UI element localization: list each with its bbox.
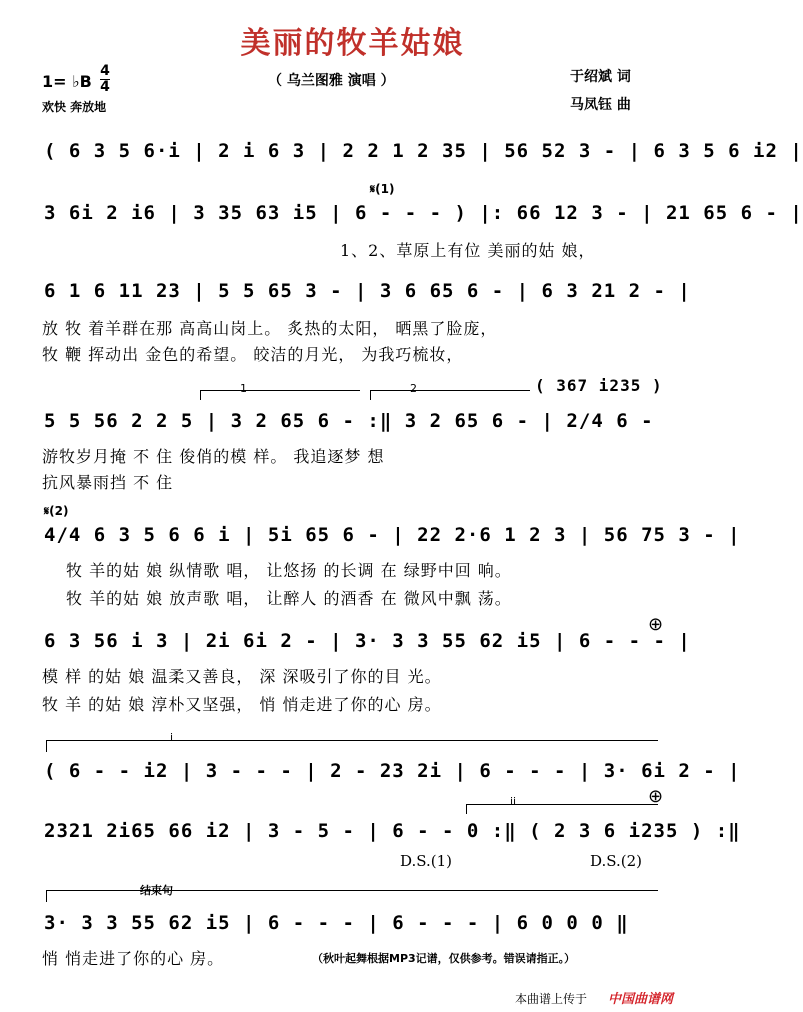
coda-sign-1: ⊕ bbox=[648, 614, 664, 635]
ds-2: D.S.(2) bbox=[590, 852, 643, 870]
ending-tick bbox=[46, 890, 47, 902]
composer-credit: 马凤钰 曲 bbox=[570, 97, 631, 113]
score-row-1: ( 6 3 5 6·i | 2 i 6 3 | 2 2 1 2 35 | 56 52 3 - | 6 3 5 6 i2 | bbox=[44, 140, 803, 162]
section-ii-label: ii bbox=[510, 795, 517, 808]
bracket-figure: ( 367 i235 ) bbox=[535, 376, 663, 395]
singer-credit: （ 乌兰图雅 演唱 ） bbox=[268, 73, 395, 89]
score-row-9: 3· 3 3 55 62 i5 | 6 - - - | 6 - - - | 6 0 0 0 ‖ bbox=[44, 912, 629, 934]
section-i-label: i bbox=[170, 731, 174, 744]
volta-2-label: 2 bbox=[410, 382, 417, 395]
upload-note: 本曲谱上传于 bbox=[515, 992, 588, 1006]
score-row-5: 4/4 6 3 5 6 6 i | 5i 65 6 - | 22 2·6 1 2 3 | 56 75 3 - | bbox=[44, 524, 741, 546]
lyricist-credit: 于绍斌 词 bbox=[570, 69, 631, 85]
score-row-2: 3 6i 2 i6 | 3 35 63 i5 | 6 - - - ) |: 66 12 3 - | 21 65 6 - | bbox=[44, 202, 803, 224]
section-ii-line bbox=[466, 804, 658, 805]
ending-label: 结束句 bbox=[140, 884, 173, 897]
time-signature bbox=[100, 64, 110, 95]
time-top: 4 bbox=[100, 63, 110, 79]
tempo-marking: 欢快 奔放地 bbox=[42, 100, 107, 114]
volta-2-line bbox=[370, 390, 530, 391]
ending-line bbox=[46, 890, 658, 891]
lyric-row-3b: 牧 鞭 挥动出 金色的希望。 皎洁的月光， 为我巧梳妆， bbox=[42, 345, 464, 364]
volta-1-label: 1 bbox=[240, 382, 247, 395]
lyric-row-5a: 牧 羊的姑 娘 纵情歌 唱， 让悠扬 的长调 在 绿野中回 响。 bbox=[66, 561, 512, 580]
lyric-row-9: 悄 悄走进了你的心 房。 bbox=[42, 949, 225, 968]
time-bottom: 4 bbox=[100, 79, 110, 95]
score-row-3: 6 1 6 11 23 | 5 5 65 3 - | 3 6 65 6 - | 6 3 21 2 - | bbox=[44, 280, 691, 302]
lyric-row-6a: 模 样 的姑 娘 温柔又善良， 深 深吸引了你的目 光。 bbox=[42, 667, 442, 686]
volta-1-tick bbox=[200, 390, 201, 400]
lyric-row-6b: 牧 羊 的姑 娘 淳朴又坚强， 悄 悄走进了你的心 房。 bbox=[42, 695, 442, 714]
lyric-row-3a: 放 牧 着羊群在那 高高山岗上。 炙热的太阳， 晒黑了脸庞， bbox=[42, 319, 498, 338]
coda-sign-2: ⊕ bbox=[648, 786, 664, 807]
segno-1: 𝄋(1) bbox=[370, 182, 395, 196]
site-logo[interactable]: 中国曲谱网 bbox=[608, 992, 674, 1007]
song-title: 美丽的牧羊姑娘 bbox=[240, 26, 465, 61]
ds-1: D.S.(1) bbox=[400, 852, 453, 870]
section-i-tick bbox=[46, 740, 47, 752]
lyric-row-5b: 牧 羊的姑 娘 放声歌 唱， 让醉人 的酒香 在 微风中飘 荡。 bbox=[66, 589, 512, 608]
lyric-row-4b: 抗风暴雨挡 不 住 bbox=[42, 473, 174, 492]
lyric-row-4a: 游牧岁月掩 不 住 俊俏的模 样。 我追逐梦 想 bbox=[42, 447, 385, 466]
segno-2: 𝄋(2) bbox=[44, 504, 69, 518]
lyric-row-2: 1、2、草原上有位 美丽的姑 娘， bbox=[340, 241, 596, 260]
score-row-7: ( 6 - - i2 | 3 - - - | 2 - 23 2i | 6 - - - | 3· 6i 2 - | bbox=[44, 760, 741, 782]
transcriber-note: （秋叶起舞根据MP3记谱，仅供参考。错误请指正。） bbox=[312, 952, 576, 965]
volta-2-tick bbox=[370, 390, 371, 400]
score-row-4: 5 5 56 2 2 5 | 3 2 65 6 - :‖ 3 2 65 6 - | 2/4 6 - bbox=[44, 410, 654, 432]
section-i-line bbox=[46, 740, 658, 741]
score-row-6: 6 3 56 i 3 | 2i 6i 2 - | 3· 3 3 55 62 i5 | 6 - - - | bbox=[44, 630, 691, 652]
key-signature: 1= ♭B bbox=[42, 72, 92, 91]
section-ii-tick bbox=[466, 804, 467, 814]
score-row-8: 2321 2i65 66 i2 | 3 - 5 - | 6 - - 0 :‖ ( 2 3 6 i235 ) :‖ bbox=[44, 820, 741, 842]
volta-1-line bbox=[200, 390, 360, 391]
